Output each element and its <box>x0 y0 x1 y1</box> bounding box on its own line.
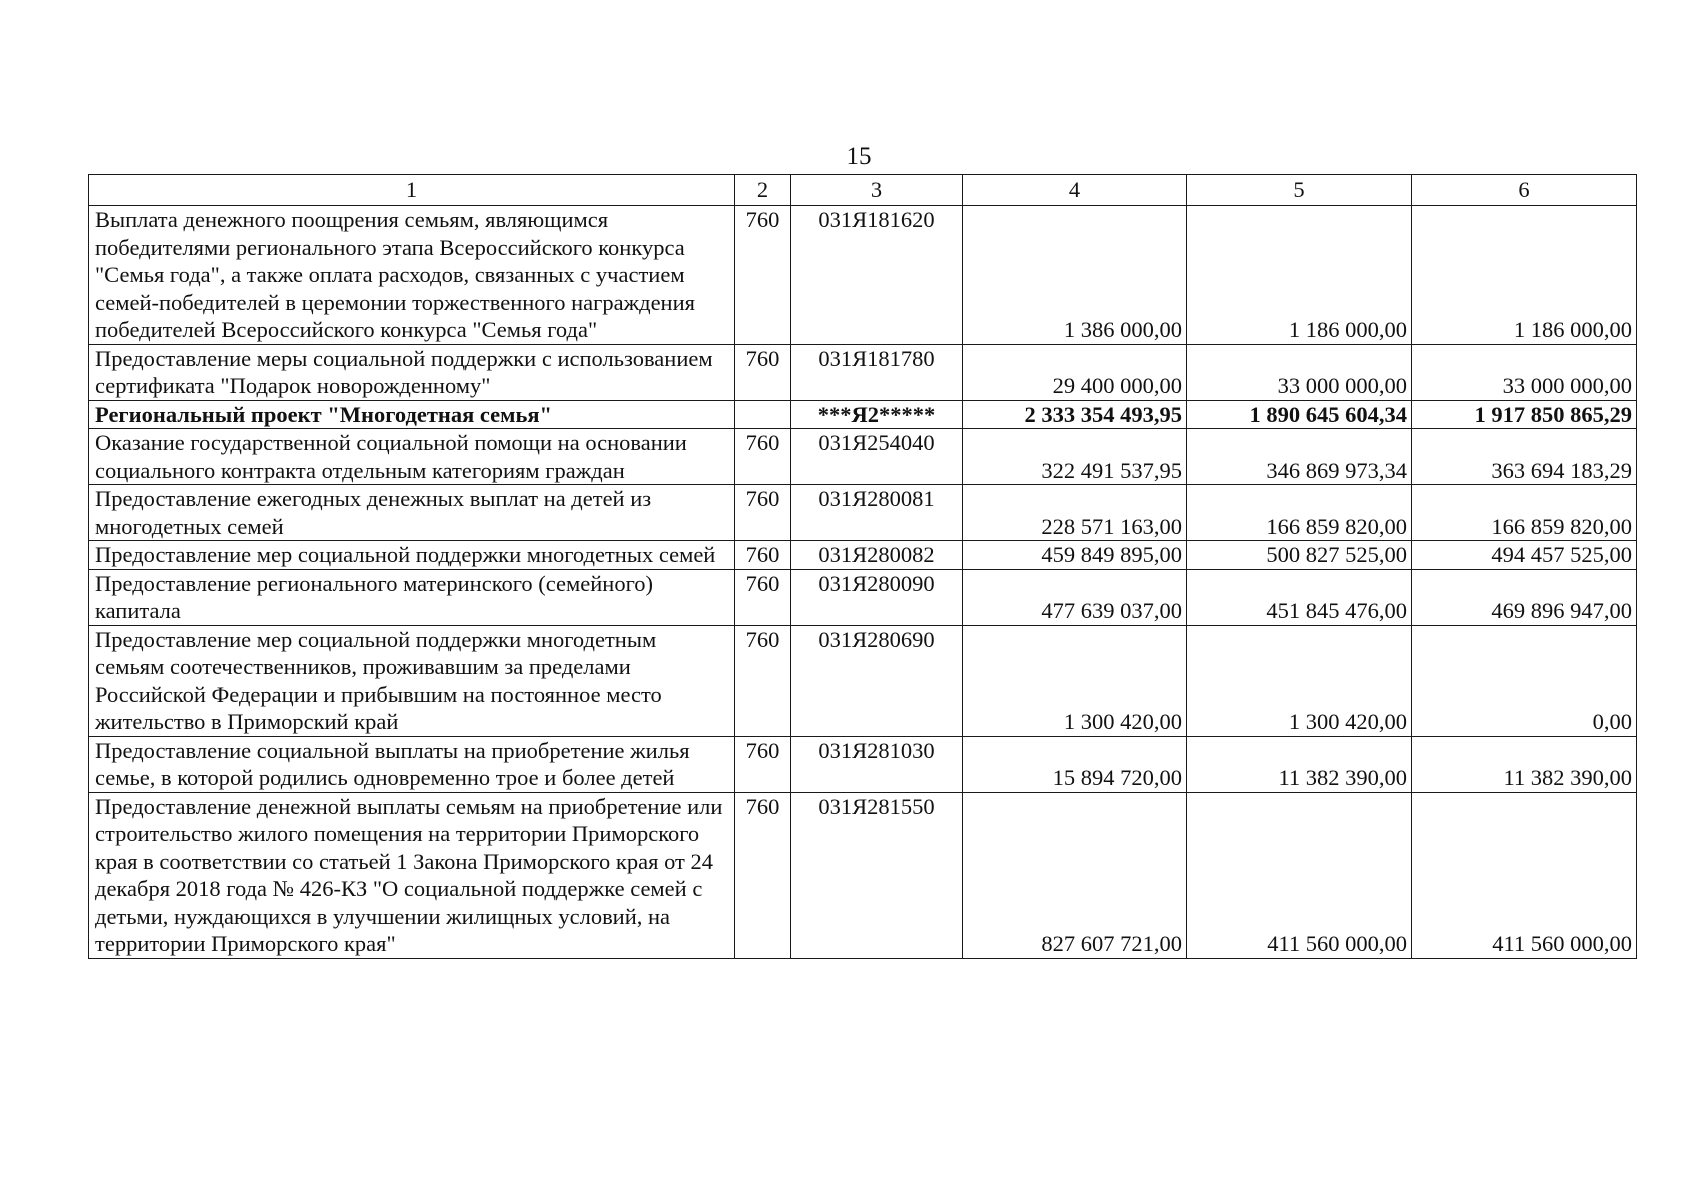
table-row <box>89 541 1637 570</box>
row-name: Предоставление денежной выплаты семьям на приобретение или строительство жилого помещения на территории Приморского края в соответствии со статьей 1 Закона Приморского края от 24 декабря 2018 года № 426-КЗ "О социальной поддержке семей с детьми, нуждающихся в улучшении жилищных условий, на территории Приморского края" <box>89 792 735 958</box>
row-amount-col6: 411 560 000,00 <box>1412 792 1637 958</box>
table-row <box>89 206 1637 345</box>
row-name: Предоставление меры социальной поддержки с использованием сертификата "Подарок новорожденному" <box>89 344 735 400</box>
row-target-article: 031Я280090 <box>791 569 963 625</box>
row-target-article: 031Я281030 <box>791 736 963 792</box>
row-amount-col5: 1 300 420,00 <box>1187 625 1412 736</box>
page-number: 15 <box>846 143 872 170</box>
header-cell-4: 4 <box>963 175 1187 206</box>
header-cell-5: 5 <box>1187 175 1412 206</box>
row-amount-col5: 346 869 973,34 <box>1187 429 1412 485</box>
table-row <box>89 792 1637 958</box>
row-amount-col6: 11 382 390,00 <box>1412 736 1637 792</box>
header-cell-6: 6 <box>1412 175 1637 206</box>
row-amount-col4: 1 386 000,00 <box>963 206 1187 345</box>
table-row <box>89 625 1637 736</box>
row-amount-col6: 363 694 183,29 <box>1412 429 1637 485</box>
row-ministry-code: 760 <box>735 541 791 570</box>
row-amount-col4: 1 300 420,00 <box>963 625 1187 736</box>
header-cell-3: 3 <box>791 175 963 206</box>
row-amount-col5: 11 382 390,00 <box>1187 736 1412 792</box>
row-ministry-code: 760 <box>735 625 791 736</box>
row-amount-col4: 322 491 537,95 <box>963 429 1187 485</box>
row-ministry-code: 760 <box>735 485 791 541</box>
table-header-row <box>89 175 1637 206</box>
row-target-article: 031Я254040 <box>791 429 963 485</box>
table-row <box>89 429 1637 485</box>
budget-table <box>88 174 1637 959</box>
row-amount-col5: 1 186 000,00 <box>1187 206 1412 345</box>
row-name: Предоставление регионального материнского (семейного) капитала <box>89 569 735 625</box>
header-cell-1: 1 <box>89 175 735 206</box>
row-amount-col6: 1 186 000,00 <box>1412 206 1637 345</box>
row-amount-col4: 228 571 163,00 <box>963 485 1187 541</box>
row-amount-col5: 500 827 525,00 <box>1187 541 1412 570</box>
row-amount-col4: 15 894 720,00 <box>963 736 1187 792</box>
table-row <box>89 736 1637 792</box>
row-amount-col5: 166 859 820,00 <box>1187 485 1412 541</box>
row-amount-col4: 29 400 000,00 <box>963 344 1187 400</box>
row-amount-col6: 33 000 000,00 <box>1412 344 1637 400</box>
row-target-article: 031Я281550 <box>791 792 963 958</box>
row-ministry-code: 760 <box>735 344 791 400</box>
row-target-article: 031Я280081 <box>791 485 963 541</box>
section-target-article: ***Я2***** <box>791 400 963 429</box>
row-amount-col5: 451 845 476,00 <box>1187 569 1412 625</box>
row-name: Предоставление социальной выплаты на приобретение жилья семье, в которой родились одновременно трое и более детей <box>89 736 735 792</box>
row-ministry-code: 760 <box>735 206 791 345</box>
row-amount-col6: 166 859 820,00 <box>1412 485 1637 541</box>
row-amount-col4: 477 639 037,00 <box>963 569 1187 625</box>
section-amount-col6: 1 917 850 865,29 <box>1412 400 1637 429</box>
row-amount-col5: 411 560 000,00 <box>1187 792 1412 958</box>
row-ministry-code: 760 <box>735 569 791 625</box>
row-amount-col6: 494 457 525,00 <box>1412 541 1637 570</box>
section-row <box>89 400 1637 429</box>
table-row <box>89 485 1637 541</box>
row-target-article: 031Я280690 <box>791 625 963 736</box>
row-amount-col6: 0,00 <box>1412 625 1637 736</box>
row-amount-col4: 827 607 721,00 <box>963 792 1187 958</box>
row-amount-col5: 33 000 000,00 <box>1187 344 1412 400</box>
table-row <box>89 344 1637 400</box>
header-cell-2: 2 <box>735 175 791 206</box>
row-target-article: 031Я181780 <box>791 344 963 400</box>
row-name: Предоставление ежегодных денежных выплат на детей из многодетных семей <box>89 485 735 541</box>
section-amount-col4: 2 333 354 493,95 <box>963 400 1187 429</box>
row-target-article: 031Я181620 <box>791 206 963 345</box>
row-amount-col6: 469 896 947,00 <box>1412 569 1637 625</box>
row-ministry-code: 760 <box>735 429 791 485</box>
row-amount-col4: 459 849 895,00 <box>963 541 1187 570</box>
row-name: Оказание государственной социальной помощи на основании социального контракта отдельным категориям граждан <box>89 429 735 485</box>
row-target-article: 031Я280082 <box>791 541 963 570</box>
row-ministry-code: 760 <box>735 736 791 792</box>
row-name: Предоставление мер социальной поддержки многодетных семей <box>89 541 735 570</box>
section-amount-col5: 1 890 645 604,34 <box>1187 400 1412 429</box>
row-ministry-code: 760 <box>735 792 791 958</box>
table-row <box>89 569 1637 625</box>
row-name: Предоставление мер социальной поддержки многодетным семьям соотечественников, проживавшим за пределами Российской Федерации и прибывшим на постоянное место жительство в Приморский край <box>89 625 735 736</box>
section-ministry-code <box>735 400 791 429</box>
row-name: Выплата денежного поощрения семьям, являющимся победителями регионального этапа Всероссийского конкурса "Семья года", а также оплата расходов, связанных с участием семей-победителей в церемонии торжественного награждения победителей Всероссийского конкурса "Семья года" <box>89 206 735 345</box>
section-name: Региональный проект "Многодетная семья" <box>89 400 735 429</box>
